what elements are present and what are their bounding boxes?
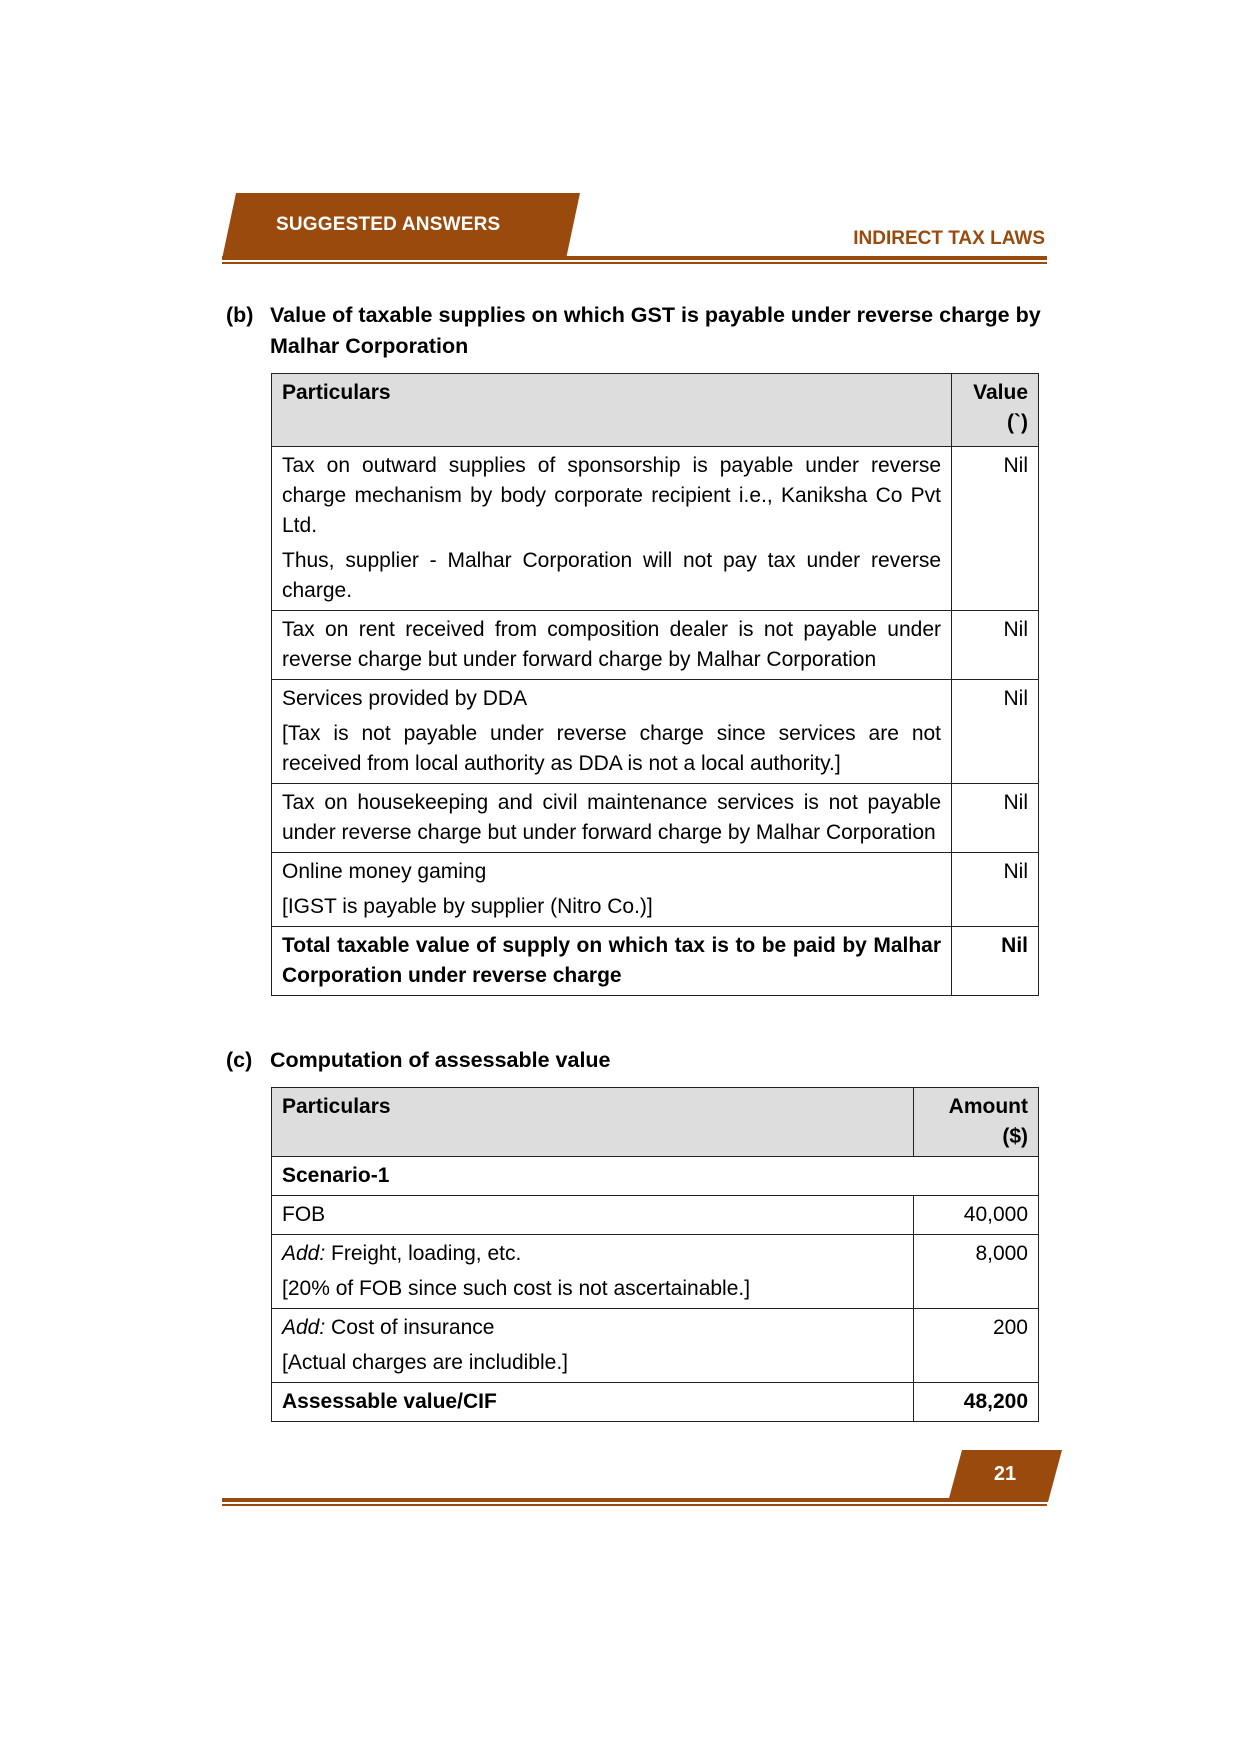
- row-particulars: Services provided by DDA [Tax is not payable under reverse charge since services are not received from local authority as DDA is not a local authority.]: [272, 680, 952, 784]
- header-rule: [222, 256, 1047, 260]
- total-value: Nil: [952, 927, 1039, 996]
- row-particulars: Online money gaming [IGST is payable by supplier (Nitro Co.)]: [272, 853, 952, 927]
- row-value: Nil: [952, 853, 1039, 927]
- section-c-title: Computation of assessable value: [270, 1048, 611, 1072]
- assessable-value-table: [271, 1087, 1039, 1422]
- section-b-title: Value of taxable supplies on which GST is payable under reverse charge by Malhar Corporation: [270, 303, 1041, 358]
- table-header-row: [272, 1088, 1039, 1157]
- section-c-label: (c): [226, 1048, 253, 1072]
- header-value: Value (`): [952, 374, 1039, 447]
- freight-value: 8,000: [914, 1235, 1039, 1309]
- table-row: [272, 680, 1039, 784]
- section-c-heading: [226, 1045, 1046, 1077]
- fob-label: FOB: [272, 1196, 914, 1235]
- row-particulars: Tax on rent received from composition dealer is not payable under reverse charge but under forward charge by Malhar Corporation: [272, 611, 952, 680]
- row-particulars: Tax on housekeeping and civil maintenance services is not payable under reverse charge but under forward charge by Malhar Corporation: [272, 784, 952, 853]
- freight-note: [20% of FOB since such cost is not ascertainable.]: [282, 1277, 751, 1300]
- row-value: Nil: [952, 611, 1039, 680]
- freight-particulars: [272, 1235, 914, 1309]
- total-label: Total taxable value of supply on which tax is to be paid by Malhar Corporation under reverse charge: [272, 927, 952, 996]
- table-row: [272, 1235, 1039, 1309]
- header-particulars: Particulars: [272, 1088, 914, 1157]
- scenario-row: [272, 1157, 1039, 1196]
- row-value: Nil: [952, 447, 1039, 611]
- table-header-row: [272, 374, 1039, 447]
- scenario-label: Scenario-1: [272, 1157, 1039, 1196]
- header-particulars: Particulars: [272, 374, 952, 447]
- row-value: Nil: [952, 784, 1039, 853]
- page-number: 21: [993, 1463, 1017, 1485]
- table-row: [272, 784, 1039, 853]
- insurance-label: Cost of insurance: [331, 1316, 495, 1339]
- footer-rule-thin: [222, 1504, 1047, 1506]
- add-prefix: Add:: [282, 1242, 326, 1265]
- table-row: [272, 1309, 1039, 1383]
- total-value: 48,200: [914, 1383, 1039, 1422]
- table-row: [272, 853, 1039, 927]
- section-b-label: (b): [226, 303, 254, 327]
- row-particulars: Tax on outward supplies of sponsorship is payable under reverse charge mechanism by body corporate recipient i.e., Kaniksha Co Pvt Ltd. Thus, supplier - Malhar Corporation will not pay tax under reverse charge.: [272, 447, 952, 611]
- footer-rule: [222, 1498, 1047, 1502]
- table-row: [272, 1196, 1039, 1235]
- header-rule-thin: [222, 262, 1047, 264]
- insurance-note: [Actual charges are includible.]: [282, 1351, 568, 1374]
- table-row: [272, 611, 1039, 680]
- table-total-row: [272, 1383, 1039, 1422]
- fob-value: 40,000: [914, 1196, 1039, 1235]
- insurance-particulars: [272, 1309, 914, 1383]
- insurance-value: 200: [914, 1309, 1039, 1383]
- header-amount: Amount ($): [914, 1088, 1039, 1157]
- header-tab-label: SUGGESTED ANSWERS: [276, 214, 501, 235]
- header-subject: INDIRECT TAX LAWS: [853, 228, 1045, 249]
- freight-label: Freight, loading, etc.: [331, 1242, 522, 1265]
- section-b-heading: [226, 300, 1046, 364]
- table-total-row: [272, 927, 1039, 996]
- row-value: Nil: [952, 680, 1039, 784]
- add-prefix: Add:: [282, 1316, 326, 1339]
- reverse-charge-table: [271, 373, 1039, 996]
- table-row: [272, 447, 1039, 611]
- total-label: Assessable value/CIF: [272, 1383, 914, 1422]
